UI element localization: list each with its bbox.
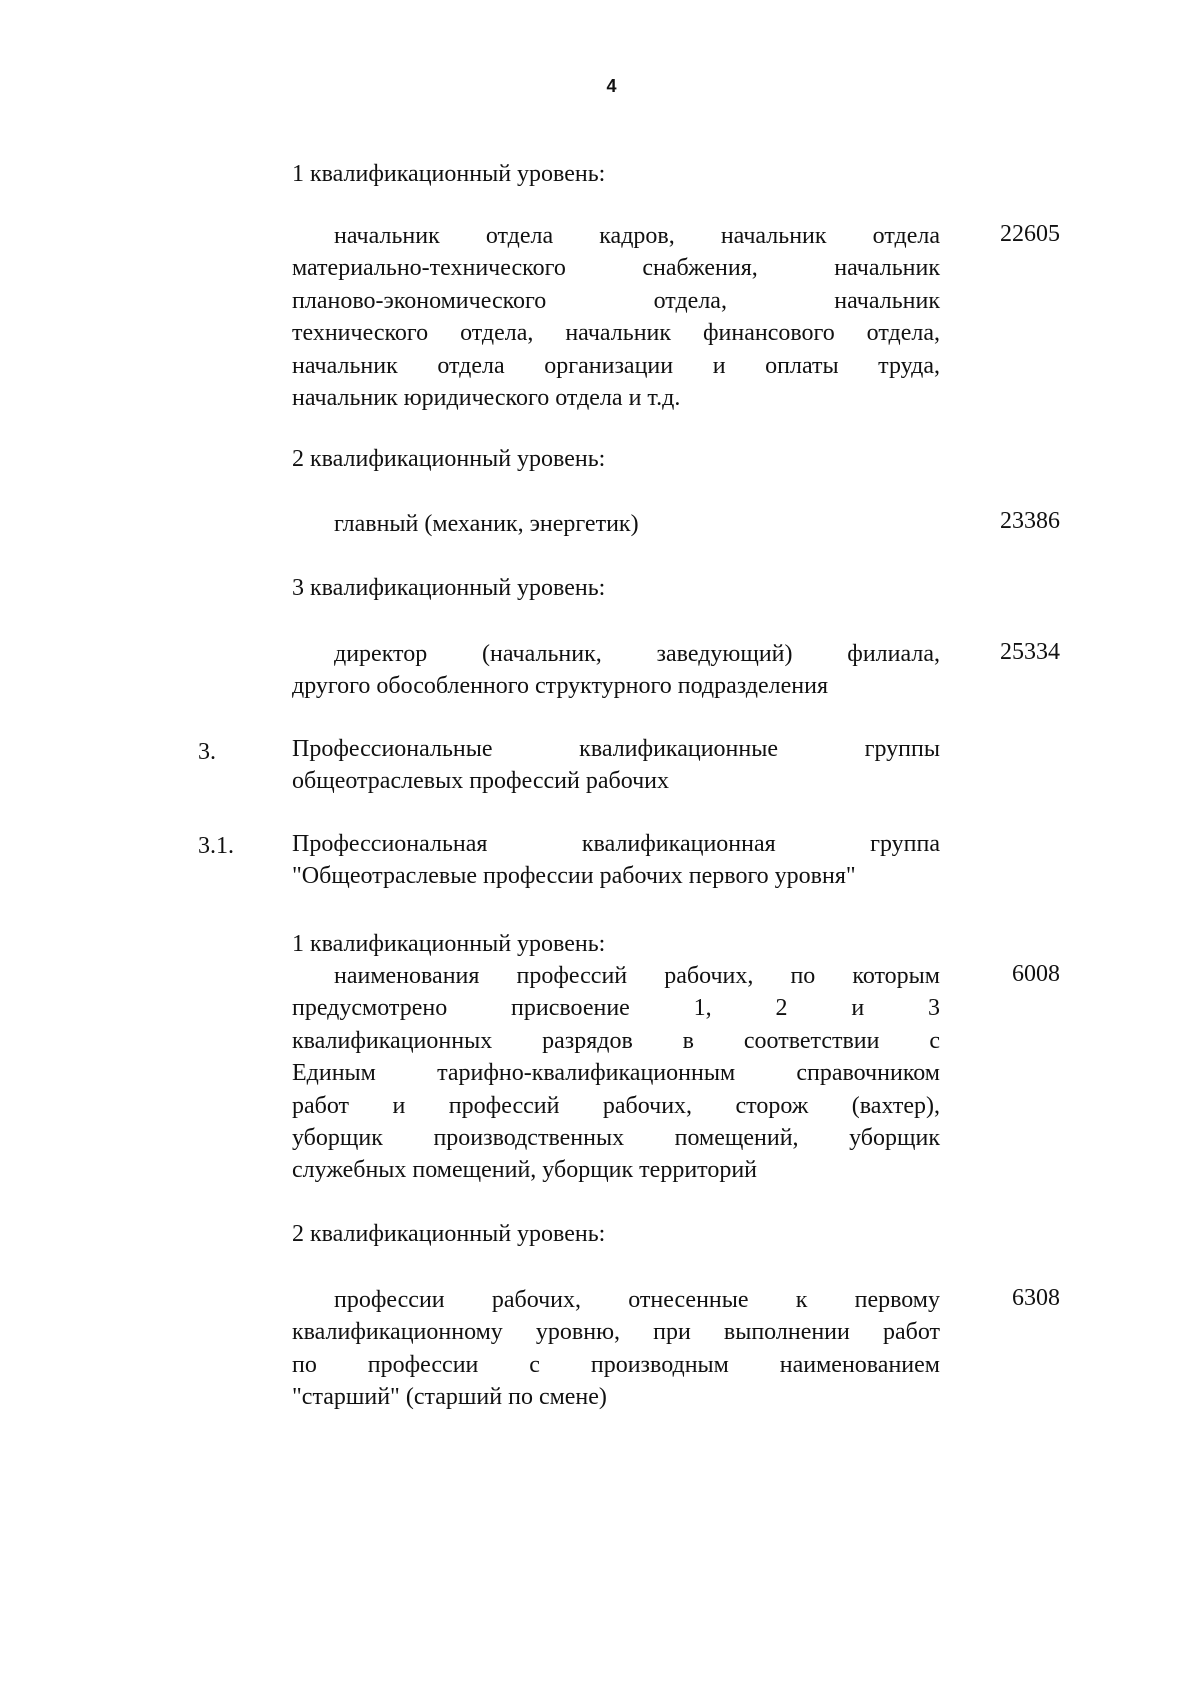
item-3-value: 25334 [1000, 639, 1060, 665]
item-5-line: по профессии с производным наименованием [292, 1351, 940, 1378]
item-2-value: 23386 [1000, 508, 1060, 534]
item-4-line: квалификационных разрядов в соответствии с [292, 1027, 940, 1054]
section-3-1-level-1-heading: 1 квалификационный уровень: [292, 931, 606, 957]
item-5-description [292, 1284, 940, 1414]
section-3-number: 3. [198, 739, 216, 765]
page-number: 4 [606, 76, 617, 96]
section-3-1-level-2-heading: 2 квалификационный уровень: [292, 1221, 606, 1247]
item-4-line: Единым тарифно-квалификационным справочником [292, 1060, 940, 1087]
section-3-1-title-line: "Общеотраслевые профессии рабочих первого уровня" [292, 863, 856, 890]
item-1-line: планово-экономического отдела, начальник [292, 287, 940, 314]
section-3-title-line: общеотраслевых профессий рабочих [292, 768, 669, 795]
section-3-title [292, 733, 940, 798]
item-4-line: предусмотрено присвоение 1, 2 и 3 [292, 995, 940, 1022]
section-3-1-title [292, 828, 940, 893]
item-3-description [292, 638, 940, 703]
item-3-line: директор (начальник, заведующий) филиала, [334, 641, 940, 667]
item-1-line: начальник юридического отдела и т.д. [292, 385, 681, 412]
level-1-heading: 1 квалификационный уровень: [292, 161, 606, 187]
item-4-line: служебных помещений, уборщик территорий [292, 1157, 758, 1184]
item-1-line: начальник отдела организации и оплаты труда, [292, 352, 940, 379]
item-5-line: "старший" (старший по смене) [292, 1384, 607, 1411]
item-4-description [292, 960, 940, 1187]
item-4-line: уборщик производственных помещений, уборщик [292, 1125, 940, 1152]
item-5-line: квалификационному уровню, при выполнении работ [292, 1319, 940, 1346]
item-1-description [292, 220, 940, 414]
section-3-1-title-line: Профессиональная квалификационная группа [292, 831, 940, 857]
item-2-line: главный (механик, энергетик) [334, 511, 639, 537]
item-5-line: профессии рабочих, отнесенные к первому [334, 1287, 940, 1313]
item-4-value: 6008 [1012, 961, 1060, 987]
item-2-description [292, 508, 940, 540]
item-4-line: работ и профессий рабочих, сторож (вахтер), [292, 1092, 940, 1119]
level-2-heading: 2 квалификационный уровень: [292, 446, 606, 472]
item-1-line: материально-технического снабжения, начальник [292, 255, 940, 282]
item-1-value: 22605 [1000, 221, 1060, 247]
section-3-1-number: 3.1. [198, 833, 234, 859]
level-3-heading: 3 квалификационный уровень: [292, 575, 606, 601]
item-4-line: наименования профессий рабочих, по которым [334, 963, 940, 989]
section-3-title-line: Профессиональные квалификационные группы [292, 736, 940, 762]
item-1-line: технического отдела, начальник финансового отдела, [292, 320, 940, 347]
item-3-line: другого обособленного структурного подразделения [292, 673, 829, 700]
item-1-line: начальник отдела кадров, начальник отдела [334, 223, 940, 249]
item-5-value: 6308 [1012, 1285, 1060, 1311]
